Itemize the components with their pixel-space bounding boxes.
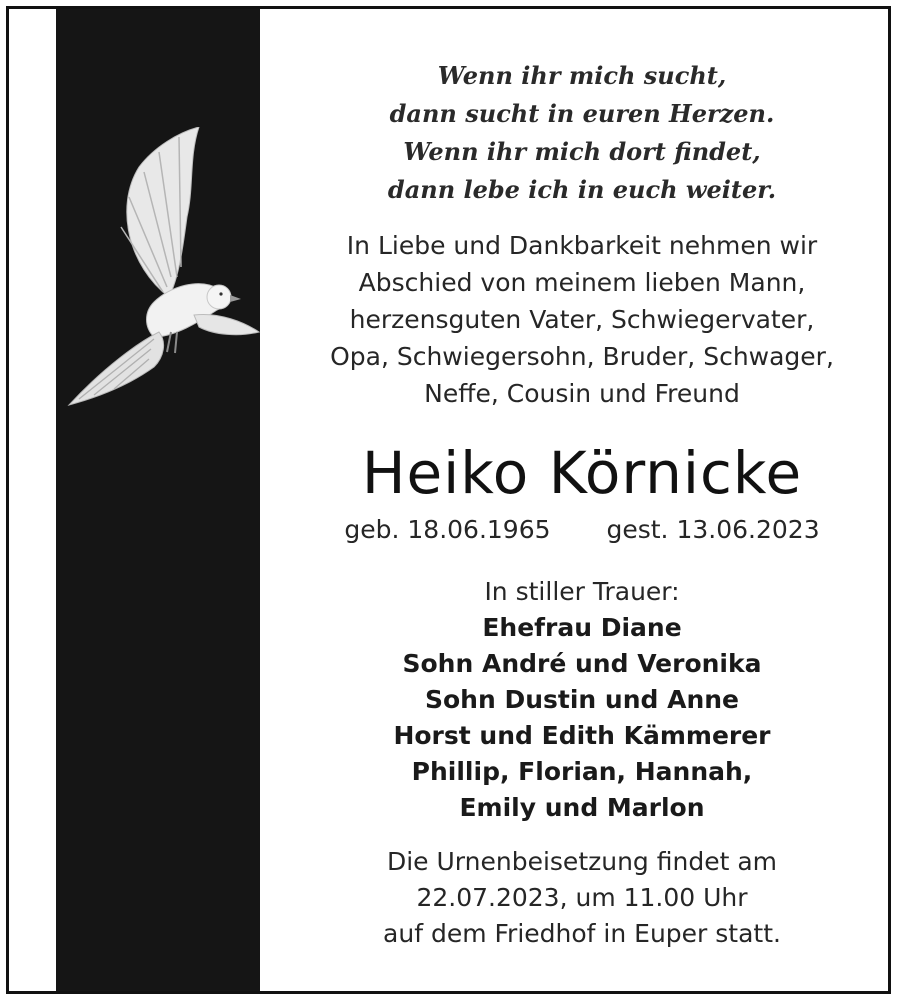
burial-line: 22.07.2023, um 11.00 Uhr [416,883,748,912]
intro-text [267,227,891,412]
poem-line: Wenn ihr mich sucht, [437,61,727,90]
intro-line: herzensguten Vater, Schwiegervater, [349,305,815,334]
intro-line: Neffe, Cousin und Freund [424,379,740,408]
mourners-list [267,610,891,826]
mourner-entry: Sohn André und Veronika [402,649,762,678]
dove-icon [59,127,269,447]
burial-line: Die Urnenbeisetzung findet am [386,847,778,876]
mourner-entry: Emily und Marlon [459,793,705,822]
mourners-label: In stiller Trauer: [484,577,680,606]
intro-line: Opa, Schwiegersohn, Bruder, Schwager, [330,342,834,371]
mourner-entry: Ehefrau Diane [482,613,682,642]
left-margin [9,9,56,991]
poem-line: dann sucht in euren Herzen. [389,99,775,128]
obituary-frame [6,6,891,994]
poem-line: Wenn ihr mich dort findet, [403,137,761,166]
mourner-entry: Sohn Dustin und Anne [424,685,740,714]
life-dates [267,512,891,548]
intro-line: Abschied von meinem lieben Mann, [358,268,806,297]
obituary-content [267,9,891,991]
intro-line: In Liebe und Dankbarkeit nehmen wir [346,231,818,260]
burial-line: auf dem Friedhof in Euper statt. [383,919,781,948]
mourner-entry: Horst und Edith Kämmerer [393,721,771,750]
poem [267,57,891,209]
death-date: gest. 13.06.2023 [606,515,820,544]
deceased-name: Heiko Körnicke [361,439,803,507]
burial-notice [267,844,891,952]
mourner-entry: Phillip, Florian, Hannah, [411,757,753,786]
poem-line: dann lebe ich in euch weiter. [387,175,777,204]
birth-date: geb. 18.06.1965 [344,515,551,544]
